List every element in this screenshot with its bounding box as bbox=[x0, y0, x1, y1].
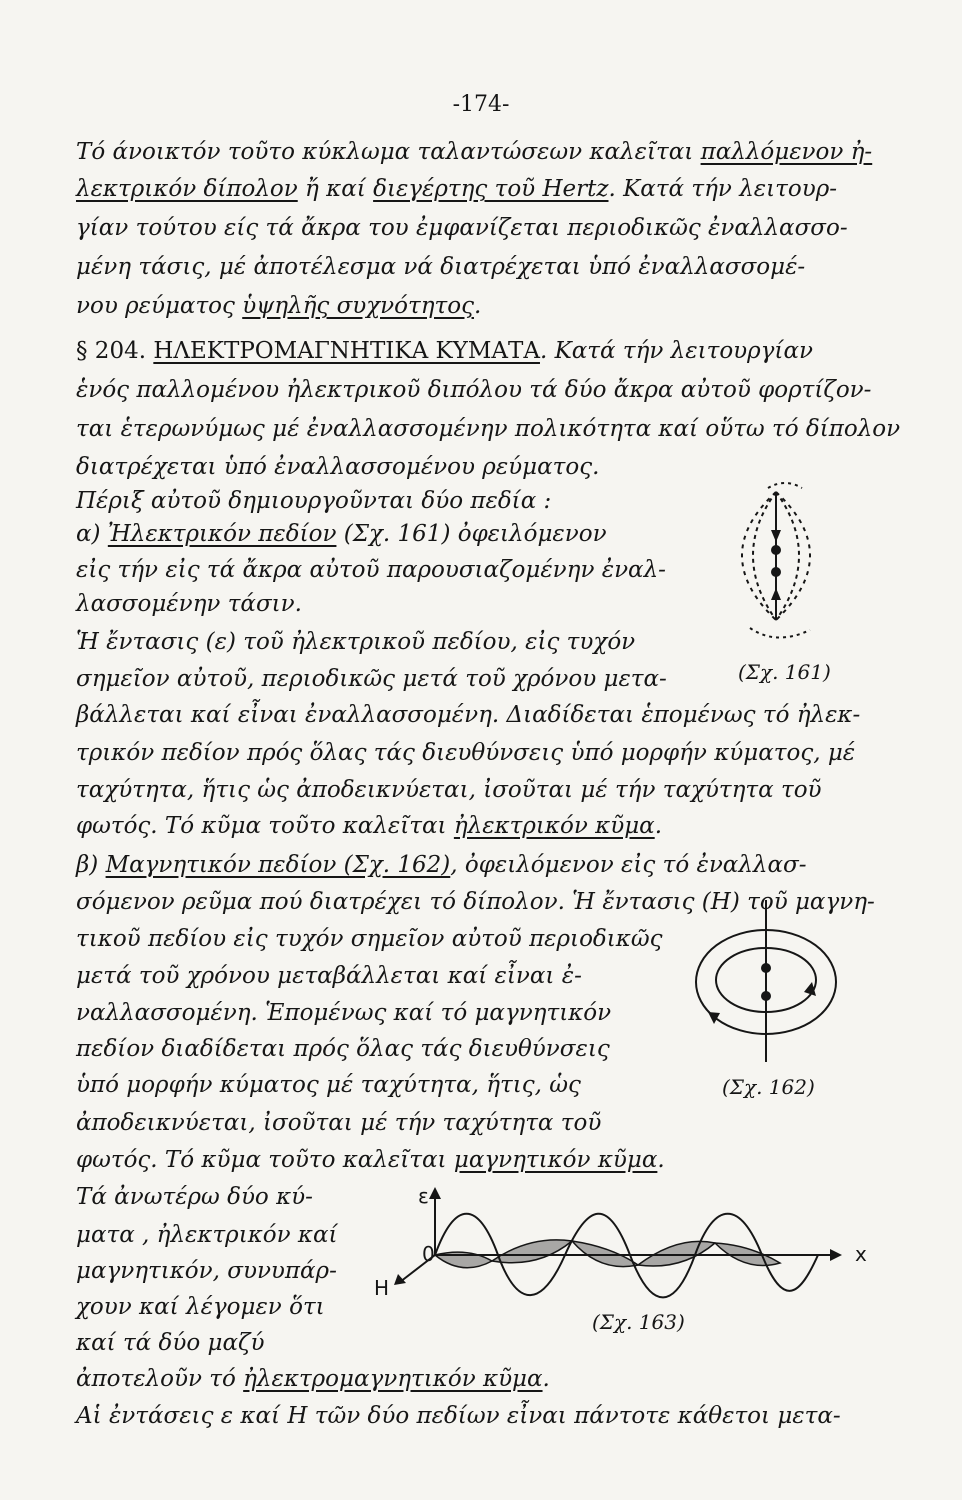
text-run: . bbox=[654, 813, 662, 839]
text-line: γίαν τούτου είς τά ἄκρα του ἐμφανίζεται περιοδικῶς ἐναλλασσο- bbox=[76, 215, 848, 241]
text-line bbox=[76, 1361, 928, 1398]
figure-163-caption: (Σχ. 163) bbox=[592, 1310, 685, 1334]
text-run: (Σχ. 161) ὀφειλόμενον bbox=[336, 521, 607, 547]
dipole-terminal bbox=[761, 991, 771, 1001]
term-magnetic-wave: μαγνητικόν κῦμα bbox=[453, 1147, 658, 1173]
text-run: νου ρεύματος bbox=[76, 293, 243, 319]
text-run: ἤ καί bbox=[297, 176, 374, 202]
text-line: Αἱ ἐντάσεις ε καί Η τῶν δύο πεδίων εἶναι πάντοτε κάθετοι μετα- bbox=[76, 1403, 841, 1429]
field-line bbox=[768, 483, 802, 488]
text-line: ταχύτητα, ἥτις ὡς ἀποδεικνύεται, ἰσοῦται μέ τήν ταχύτητα τοῦ bbox=[76, 777, 822, 803]
magnetic-wave-lobe bbox=[492, 1240, 572, 1263]
text-line: τρικόν πεδίον πρός ὅλας τάς διευθύνσεις ὑπό μορφήν κύματος, μέ bbox=[76, 740, 856, 766]
text-line: ἀποδεικνύεται, ἰσοῦται μέ τήν ταχύτητα τοῦ bbox=[76, 1110, 602, 1136]
text-line: ὑπό μορφήν κύματος μέ ταχύτητα, ἥτις, ὡς bbox=[76, 1072, 581, 1098]
text-line: ναλλασσομένη. Ἑπομένως καί τό μαγνητικόν bbox=[76, 1000, 612, 1026]
text-line: μετά τοῦ χρόνου μεταβάλλεται καί εἶναι ἐ- bbox=[76, 963, 582, 989]
text-line: εἰς τήν εἰς τά ἄκρα αὐτοῦ παρουσιαζομένην ἐναλ- bbox=[76, 557, 666, 583]
term-magnetic-field: Μαγνητικόν πεδίον (Σχ. 162) bbox=[105, 852, 451, 878]
arrow-down-icon bbox=[771, 530, 781, 542]
axis-label-origin: 0 bbox=[422, 1242, 435, 1266]
section-number: § 204. bbox=[76, 338, 154, 364]
text-line: ται ἑτερωνύμως μέ ἐναλλασσομένην πολικότητα καί οὕτω τό δίπολον bbox=[76, 416, 901, 442]
arrow-up-icon bbox=[771, 588, 781, 600]
text-run: φωτός. Τό κῦμα τοῦτο καλεῖται bbox=[76, 1147, 454, 1173]
text-line: σημεῖον αὐτοῦ, περιοδικῶς μετά τοῦ χρόνου μετα- bbox=[76, 666, 667, 692]
text-line: διατρέχεται ὑπό ἐναλλασσομένου ρεύματος. bbox=[76, 454, 600, 480]
text-line: Πέριξ αὐτοῦ δημιουργοῦνται δύο πεδία : bbox=[76, 488, 552, 514]
figure-161-electric-field bbox=[710, 470, 870, 655]
figure-162-caption: (Σχ. 162) bbox=[722, 1075, 815, 1099]
text-run: , ὀφειλόμενον εἰς τό ἐναλλασ- bbox=[450, 852, 807, 878]
text-line: ἑνός παλλομένου ἠλεκτρικοῦ διπόλου τά δύο ἄκρα αὐτοῦ φορτίζον- bbox=[76, 377, 872, 403]
magnetic-wave-lobe bbox=[638, 1241, 715, 1266]
field-line bbox=[750, 628, 810, 638]
field-line bbox=[776, 492, 810, 620]
text-run: . bbox=[657, 1147, 665, 1173]
axis-label-e: ε bbox=[418, 1184, 429, 1208]
text-line: μαγνητικόν, συνυπάρ- bbox=[76, 1258, 337, 1284]
term-oscillating-dipole: παλλόμενον ἠ- bbox=[700, 139, 873, 165]
text-line: Ἡ ἔντασις (ε) τοῦ ἠλεκτρικοῦ πεδίου, εἰς τυχόν bbox=[76, 629, 636, 655]
text-line: ματα , ἠλεκτρικόν καί bbox=[76, 1222, 338, 1248]
text-line: μένη τάσις, μέ ἀποτέλεσμα νά διατρέχεται ὑπό ἐναλλασσομέ- bbox=[76, 254, 806, 280]
text-line bbox=[76, 288, 928, 325]
term-em-wave: ἠλεκτρομαγνητικόν κῦμα bbox=[243, 1366, 543, 1392]
arrow-icon bbox=[708, 1012, 720, 1024]
text-line bbox=[76, 1142, 928, 1179]
arrow-right-icon bbox=[830, 1249, 842, 1261]
text-line bbox=[76, 134, 928, 171]
text-run: β) bbox=[76, 852, 106, 878]
term-hertz-exciter: διεγέρτης τοῦ Hertz bbox=[373, 176, 609, 202]
text-line: πεδίον διαδίδεται πρός ὅλας τάς διευθύνσεις bbox=[76, 1036, 610, 1062]
figure-163-em-wave bbox=[360, 1185, 890, 1310]
field-line bbox=[753, 492, 776, 620]
text-line: καί τά δύο μαζύ bbox=[76, 1330, 265, 1356]
field-line bbox=[742, 492, 776, 620]
page-number: -174- bbox=[452, 92, 510, 117]
text-line: τικοῦ πεδίου εἰς τυχόν σημεῖον αὐτοῦ περιοδικῶς bbox=[76, 926, 663, 952]
text-line bbox=[76, 808, 928, 845]
figure-162-magnetic-field bbox=[680, 900, 855, 1065]
text-run: ἀποτελοῦν τό bbox=[76, 1366, 244, 1392]
text-run: Τό άνοικτόν τοῦτο κύκλωμα ταλαντώσεων καλεῖται bbox=[76, 139, 701, 165]
text-line: βάλλεται καί εἶναι ἐναλλασσομένη. Διαδίδεται ἑπομένως τό ἠλεκ- bbox=[76, 702, 861, 728]
text-run: α) bbox=[76, 521, 108, 547]
term-electric-wave: ἠλεκτρικόν κῦμα bbox=[453, 813, 655, 839]
figure-161-caption: (Σχ. 161) bbox=[738, 660, 831, 684]
axis-label-h: H bbox=[374, 1276, 390, 1300]
term-dipole: λεκτρικόν δίπολον bbox=[76, 176, 298, 202]
dipole-terminal bbox=[761, 963, 771, 973]
text-line: Τά ἀνωτέρω δύο κύ- bbox=[76, 1184, 313, 1210]
dipole-terminal bbox=[771, 545, 781, 555]
text-run: . Κατά τήν λειτουργίαν bbox=[539, 338, 813, 364]
section-heading bbox=[76, 333, 928, 370]
text-line bbox=[76, 171, 928, 208]
text-line: σόμενον ρεῦμα πού διατρέχει τό δίπολον. Ἡ ἔντασις (Η) τοῦ μαγνη- bbox=[76, 889, 875, 915]
text-run: . bbox=[473, 293, 482, 319]
text-run: . bbox=[542, 1366, 550, 1392]
text-line: λασσομένην τάσιν. bbox=[76, 591, 302, 617]
term-high-frequency: ὑψηλῆς συχνότητος bbox=[242, 293, 474, 319]
arrow-up-icon bbox=[429, 1187, 441, 1199]
axis-label-x: x bbox=[855, 1242, 867, 1266]
text-line: χουν καί λέγομεν ὅτι bbox=[76, 1294, 325, 1320]
section-title: ΗΛΕΚΤΡΟΜΑΓΝΗΤΙΚΑ ΚΥΜΑΤΑ bbox=[153, 338, 540, 364]
text-line bbox=[76, 847, 928, 884]
text-run: φωτός. Τό κῦμα τοῦτο καλεῖται bbox=[76, 813, 454, 839]
text-run: . Κατά τήν λειτουρ- bbox=[608, 176, 837, 202]
field-line bbox=[776, 492, 799, 620]
dipole-terminal bbox=[771, 567, 781, 577]
term-electric-field: Ἠλεκτρικόν πεδίον bbox=[107, 521, 337, 547]
magnetic-wave-lobe bbox=[572, 1241, 638, 1267]
